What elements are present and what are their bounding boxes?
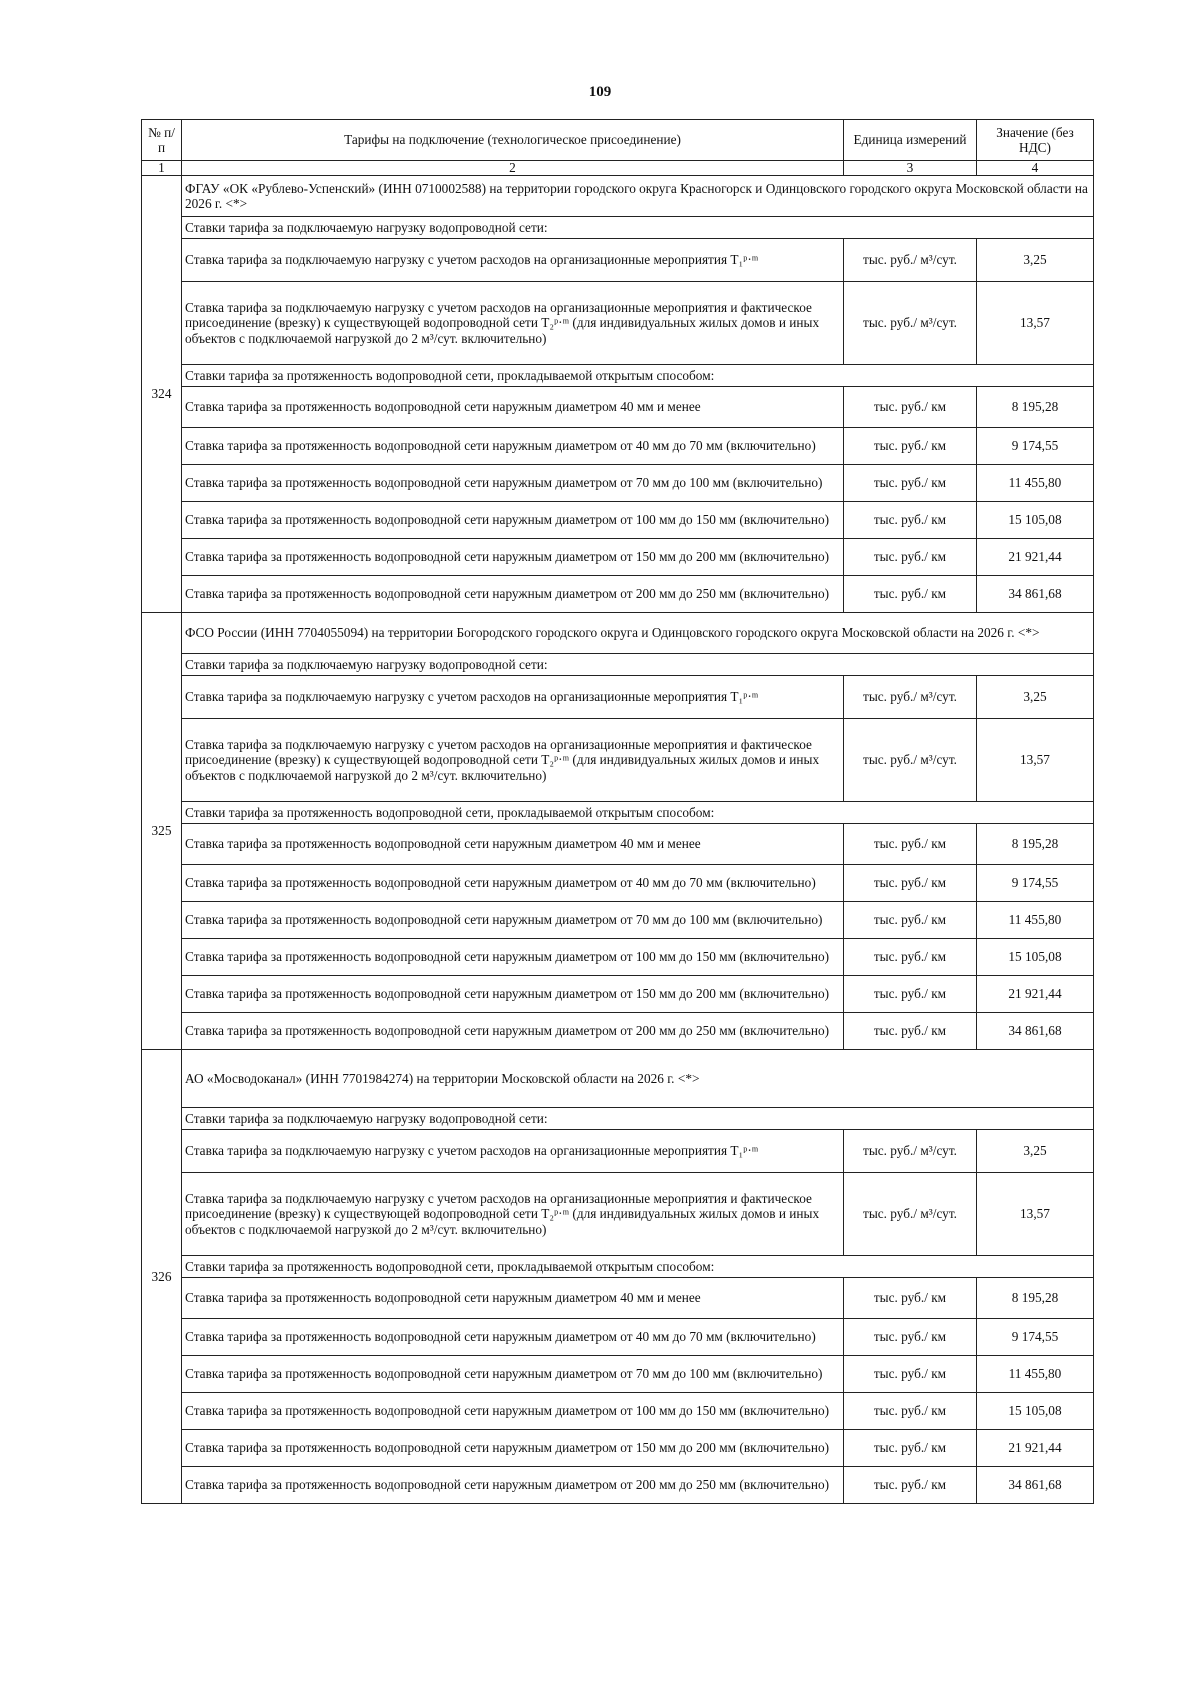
- rate-value: 8 195,28: [977, 387, 1094, 428]
- rate-description: Ставка тарифа за протяженность водопроводной сети наружным диаметром от 150 мм до 200 мм (включительно): [182, 539, 844, 576]
- column-index-3: 3: [844, 161, 977, 176]
- rate-unit: тыс. руб./ км: [844, 1467, 977, 1504]
- rate-unit: тыс. руб./ м³/сут.: [844, 1173, 977, 1256]
- entry-number: 324: [142, 176, 182, 613]
- table-row: [142, 865, 1094, 902]
- rate-value: 8 195,28: [977, 1278, 1094, 1319]
- header-value: Значение (без НДС): [977, 120, 1094, 161]
- rate-value: 13,57: [977, 719, 1094, 802]
- rate-unit: тыс. руб./ м³/сут.: [844, 719, 977, 802]
- rate-description: Ставка тарифа за подключаемую нагрузку с учетом расходов на организационные мероприятия T₁ᵖ·ᵐ: [182, 1130, 844, 1173]
- table-row: [142, 1173, 1094, 1256]
- section-heading-row: [142, 217, 1094, 239]
- rate-unit: тыс. руб./ м³/сут.: [844, 1130, 977, 1173]
- column-index-row: [142, 161, 1094, 176]
- rate-unit: тыс. руб./ км: [844, 576, 977, 613]
- table-row: [142, 1319, 1094, 1356]
- load-section-heading: Ставки тарифа за подключаемую нагрузку водопроводной сети:: [182, 217, 1094, 239]
- rate-description: Ставка тарифа за протяженность водопроводной сети наружным диаметром от 40 мм до 70 мм (включительно): [182, 428, 844, 465]
- rate-value: 11 455,80: [977, 902, 1094, 939]
- rate-description: Ставка тарифа за протяженность водопроводной сети наружным диаметром 40 мм и менее: [182, 1278, 844, 1319]
- rate-description: Ставка тарифа за подключаемую нагрузку с учетом расходов на организационные мероприятия и фактическое присоединение (врезку) к существующей водопроводной сети T₂ᵖ·ᵐ (для индивидуальных жилых домов и иных объектов с подключаемой нагрузкой до 2 м³/сут. включительно): [182, 282, 844, 365]
- rate-unit: тыс. руб./ км: [844, 865, 977, 902]
- rate-value: 11 455,80: [977, 1356, 1094, 1393]
- rate-unit: тыс. руб./ км: [844, 387, 977, 428]
- entry-number: 326: [142, 1050, 182, 1504]
- rate-description: Ставка тарифа за протяженность водопроводной сети наружным диаметром от 150 мм до 200 мм (включительно): [182, 976, 844, 1013]
- table-row: [142, 824, 1094, 865]
- rate-value: 21 921,44: [977, 976, 1094, 1013]
- table-row: [142, 1278, 1094, 1319]
- table-row: [142, 1013, 1094, 1050]
- table-body: [142, 176, 1094, 1504]
- table-row: [142, 576, 1094, 613]
- rate-description: Ставка тарифа за подключаемую нагрузку с учетом расходов на организационные мероприятия и фактическое присоединение (врезку) к существующей водопроводной сети T₂ᵖ·ᵐ (для индивидуальных жилых домов и иных объектов с подключаемой нагрузкой до 2 м³/сут. включительно): [182, 1173, 844, 1256]
- section-heading-row: [142, 802, 1094, 824]
- rate-unit: тыс. руб./ км: [844, 1278, 977, 1319]
- rate-description: Ставка тарифа за подключаемую нагрузку с учетом расходов на организационные мероприятия T₁ᵖ·ᵐ: [182, 239, 844, 282]
- organization-row: [142, 176, 1094, 217]
- rate-description: Ставка тарифа за протяженность водопроводной сети наружным диаметром от 200 мм до 250 мм (включительно): [182, 1467, 844, 1504]
- rate-unit: тыс. руб./ км: [844, 939, 977, 976]
- table-row: [142, 1356, 1094, 1393]
- table-row: [142, 539, 1094, 576]
- header-unit: Единица измерений: [844, 120, 977, 161]
- rate-value: 3,25: [977, 239, 1094, 282]
- rate-description: Ставка тарифа за протяженность водопроводной сети наружным диаметром от 40 мм до 70 мм (включительно): [182, 865, 844, 902]
- rate-unit: тыс. руб./ км: [844, 1319, 977, 1356]
- rate-value: 21 921,44: [977, 1430, 1094, 1467]
- table-row: [142, 1430, 1094, 1467]
- table-row: [142, 676, 1094, 719]
- table-header-row: [142, 120, 1094, 161]
- rate-unit: тыс. руб./ м³/сут.: [844, 282, 977, 365]
- rate-unit: тыс. руб./ км: [844, 1393, 977, 1430]
- organization-row: [142, 613, 1094, 654]
- table-row: [142, 1130, 1094, 1173]
- rate-description: Ставка тарифа за протяженность водопроводной сети наружным диаметром от 100 мм до 150 мм (включительно): [182, 502, 844, 539]
- rate-value: 21 921,44: [977, 539, 1094, 576]
- length-section-heading: Ставки тарифа за протяженность водопроводной сети, прокладываемой открытым способом:: [182, 365, 1094, 387]
- table-row: [142, 976, 1094, 1013]
- rate-description: Ставка тарифа за протяженность водопроводной сети наружным диаметром от 100 мм до 150 мм (включительно): [182, 939, 844, 976]
- table-row: [142, 502, 1094, 539]
- rate-value: 9 174,55: [977, 865, 1094, 902]
- section-heading-row: [142, 654, 1094, 676]
- organization-name: ФГАУ «ОК «Рублево-Успенский» (ИНН 0710002588) на территории городского округа Красногорск и Одинцовского городского округа Московской области на 2026 г. <*>: [182, 176, 1094, 217]
- table-row: [142, 1467, 1094, 1504]
- rate-unit: тыс. руб./ км: [844, 1430, 977, 1467]
- rate-description: Ставка тарифа за протяженность водопроводной сети наружным диаметром от 70 мм до 100 мм (включительно): [182, 1356, 844, 1393]
- rate-unit: тыс. руб./ км: [844, 902, 977, 939]
- organization-row: [142, 1050, 1094, 1108]
- rate-value: 34 861,68: [977, 576, 1094, 613]
- table-row: [142, 428, 1094, 465]
- rate-unit: тыс. руб./ км: [844, 1356, 977, 1393]
- rate-value: 13,57: [977, 1173, 1094, 1256]
- load-section-heading: Ставки тарифа за подключаемую нагрузку водопроводной сети:: [182, 654, 1094, 676]
- rate-value: 15 105,08: [977, 502, 1094, 539]
- rate-description: Ставка тарифа за протяженность водопроводной сети наружным диаметром от 70 мм до 100 мм (включительно): [182, 902, 844, 939]
- rate-description: Ставка тарифа за протяженность водопроводной сети наружным диаметром от 40 мм до 70 мм (включительно): [182, 1319, 844, 1356]
- tariff-table: [141, 119, 1094, 1504]
- rate-description: Ставка тарифа за протяженность водопроводной сети наружным диаметром от 200 мм до 250 мм (включительно): [182, 576, 844, 613]
- organization-name: ФСО России (ИНН 7704055094) на территории Богородского городского округа и Одинцовского городского округа Московской области на 2026 г. <*>: [182, 613, 1094, 654]
- entry-number: 325: [142, 613, 182, 1050]
- rate-value: 9 174,55: [977, 428, 1094, 465]
- column-index-4: 4: [977, 161, 1094, 176]
- column-index-2: 2: [182, 161, 844, 176]
- table-row: [142, 902, 1094, 939]
- rate-description: Ставка тарифа за протяженность водопроводной сети наружным диаметром от 100 мм до 150 мм (включительно): [182, 1393, 844, 1430]
- organization-name: АО «Мосводоканал» (ИНН 7701984274) на территории Московской области на 2026 г. <*>: [182, 1050, 1094, 1108]
- length-section-heading: Ставки тарифа за протяженность водопроводной сети, прокладываемой открытым способом:: [182, 802, 1094, 824]
- rate-description: Ставка тарифа за протяженность водопроводной сети наружным диаметром от 200 мм до 250 мм (включительно): [182, 1013, 844, 1050]
- table-row: [142, 387, 1094, 428]
- header-tariffs: Тарифы на подключение (технологическое присоединение): [182, 120, 844, 161]
- rate-description: Ставка тарифа за протяженность водопроводной сети наружным диаметром от 70 мм до 100 мм (включительно): [182, 465, 844, 502]
- rate-description: Ставка тарифа за подключаемую нагрузку с учетом расходов на организационные мероприятия и фактическое присоединение (врезку) к существующей водопроводной сети T₂ᵖ·ᵐ (для индивидуальных жилых домов и иных объектов с подключаемой нагрузкой до 2 м³/сут. включительно): [182, 719, 844, 802]
- table-row: [142, 239, 1094, 282]
- rate-description: Ставка тарифа за протяженность водопроводной сети наружным диаметром от 150 мм до 200 мм (включительно): [182, 1430, 844, 1467]
- rate-value: 9 174,55: [977, 1319, 1094, 1356]
- rate-value: 3,25: [977, 1130, 1094, 1173]
- rate-description: Ставка тарифа за протяженность водопроводной сети наружным диаметром 40 мм и менее: [182, 387, 844, 428]
- rate-unit: тыс. руб./ км: [844, 824, 977, 865]
- rate-value: 15 105,08: [977, 939, 1094, 976]
- length-section-heading: Ставки тарифа за протяженность водопроводной сети, прокладываемой открытым способом:: [182, 1256, 1094, 1278]
- rate-value: 34 861,68: [977, 1467, 1094, 1504]
- table-row: [142, 1393, 1094, 1430]
- rate-value: 11 455,80: [977, 465, 1094, 502]
- rate-unit: тыс. руб./ м³/сут.: [844, 239, 977, 282]
- column-index-1: 1: [142, 161, 182, 176]
- rate-description: Ставка тарифа за подключаемую нагрузку с учетом расходов на организационные мероприятия T₁ᵖ·ᵐ: [182, 676, 844, 719]
- rate-unit: тыс. руб./ км: [844, 539, 977, 576]
- section-heading-row: [142, 1256, 1094, 1278]
- rate-unit: тыс. руб./ км: [844, 428, 977, 465]
- rate-value: 13,57: [977, 282, 1094, 365]
- table-row: [142, 939, 1094, 976]
- rate-value: 8 195,28: [977, 824, 1094, 865]
- load-section-heading: Ставки тарифа за подключаемую нагрузку водопроводной сети:: [182, 1108, 1094, 1130]
- rate-unit: тыс. руб./ м³/сут.: [844, 676, 977, 719]
- rate-value: 3,25: [977, 676, 1094, 719]
- rate-unit: тыс. руб./ км: [844, 502, 977, 539]
- rate-unit: тыс. руб./ км: [844, 465, 977, 502]
- rate-value: 15 105,08: [977, 1393, 1094, 1430]
- rate-value: 34 861,68: [977, 1013, 1094, 1050]
- page-number: 109: [588, 84, 612, 100]
- section-heading-row: [142, 365, 1094, 387]
- table-row: [142, 719, 1094, 802]
- rate-description: Ставка тарифа за протяженность водопроводной сети наружным диаметром 40 мм и менее: [182, 824, 844, 865]
- header-number: № п/п: [142, 120, 182, 161]
- rate-unit: тыс. руб./ км: [844, 976, 977, 1013]
- table-row: [142, 282, 1094, 365]
- rate-unit: тыс. руб./ км: [844, 1013, 977, 1050]
- section-heading-row: [142, 1108, 1094, 1130]
- table-row: [142, 465, 1094, 502]
